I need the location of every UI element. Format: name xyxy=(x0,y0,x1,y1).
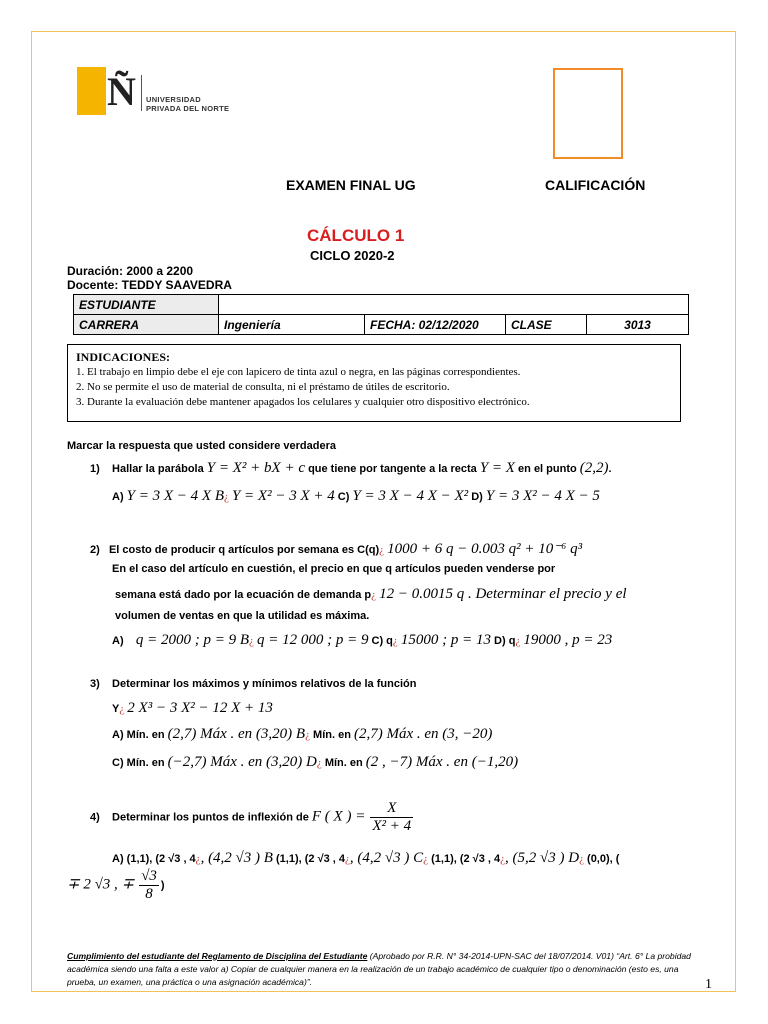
cost-function: 1000 + 6 q − 0.003 q² + 10⁻⁶ q³ xyxy=(387,541,583,557)
glyph-error-icon: ¿ xyxy=(500,853,506,865)
option-c[interactable]: Y = 3 X − 4 X − X² xyxy=(352,488,469,504)
logo-line-1: UNIVERSIDAD xyxy=(146,95,201,104)
duration: Duración: 2000 a 2200 xyxy=(67,264,194,278)
question-3-function xyxy=(112,700,273,717)
indications-title: INDICACIONES: xyxy=(76,350,171,364)
career-label: CARRERA xyxy=(74,315,219,335)
option-b-tail[interactable]: , (4,2 √3 ) C xyxy=(349,850,424,866)
footer-text: (Aprobado por R.R. N° 34-2014-UPN-SAC del 18/07/2014. V01) “Art. 6° La probidad académica siendo una falta a este valor a) Copiar de cualquier manera en la realización de un trabajo académico de cualquier tipo o denominación (esto es, una prueba, un examen, una práctica o una asignación académica)”. xyxy=(67,951,691,987)
question-1-options xyxy=(112,488,600,505)
indication-item: 1. El trabajo en limpio debe el eje con lapicero de tinta azul o negra, en las páginas correspondientes. xyxy=(76,366,521,378)
glyph-error-icon: ¿ xyxy=(224,491,229,503)
question-text: El costo de producir q artículos por semana es C(q) xyxy=(108,544,380,556)
question-1 xyxy=(90,460,612,477)
student-row xyxy=(74,295,689,315)
glyph-error-icon: ¿ xyxy=(392,635,398,647)
fraction-denominator: X² + 4 xyxy=(372,818,412,834)
option-b[interactable]: (2,7) Máx . en (3, −20) xyxy=(354,726,493,742)
demand-equation: 12 − 0.0015 q . Determinar el precio y el xyxy=(379,586,627,602)
option-d-values[interactable]: ∓ 2 √3 , ∓ xyxy=(67,876,135,893)
question-text: Determinar los máximos y mínimos relativos de la función xyxy=(112,678,417,690)
student-label: ESTUDIANTE xyxy=(74,295,219,315)
option-d[interactable]: 19000 , p = 23 xyxy=(523,632,613,648)
option-label[interactable]: D) q xyxy=(494,635,516,647)
option-label[interactable]: D) xyxy=(471,491,483,503)
question-4-option-d-continued xyxy=(67,868,165,903)
indications-box xyxy=(67,344,681,422)
function-lhs: F ( X ) = xyxy=(311,808,366,825)
option-label[interactable]: A) xyxy=(112,635,124,647)
glyph-error-icon: ¿ xyxy=(305,729,310,741)
glyph-error-icon: ¿ xyxy=(316,757,322,769)
question-text: semana está dado por la ecuación de demanda p xyxy=(115,589,372,601)
fraction-denominator: 8 xyxy=(145,886,153,902)
option-c[interactable]: (−2,7) Máx . en (3,20) D xyxy=(167,754,317,770)
function-fraction xyxy=(370,800,413,835)
cycle-label: CICLO 2020-2 xyxy=(310,248,395,263)
logo-line-2: PRIVADA DEL NORTE xyxy=(146,104,230,113)
glyph-error-icon: ¿ xyxy=(119,703,125,715)
course-title: CÁLCULO 1 xyxy=(307,226,405,245)
question-number: 4) xyxy=(90,811,100,824)
student-info-table xyxy=(73,294,689,335)
glyph-error-icon: ¿ xyxy=(579,853,584,865)
question-4 xyxy=(90,800,415,835)
option-label[interactable]: A) xyxy=(112,491,124,503)
footer-title: Cumplimiento del estudiante del Reglamento de Disciplina del Estudiante xyxy=(67,951,368,961)
question-text: en el punto xyxy=(518,463,577,475)
question-3 xyxy=(90,678,416,690)
question-number: 1) xyxy=(90,463,100,475)
career-value: Ingeniería xyxy=(219,315,365,335)
question-number: 2) xyxy=(90,544,100,556)
footer-regulation xyxy=(67,950,703,989)
question-2-options xyxy=(112,632,612,649)
option-a[interactable]: q = 2000 ; p = 9 B xyxy=(135,632,249,648)
question-2-line-2: En el caso del artículo en cuestión, el precio en que q artículos pueden venderse por xyxy=(112,563,556,575)
option-d[interactable]: Y = 3 X² − 4 X − 5 xyxy=(485,488,600,504)
parabola-equation: Y = X² + bX + c xyxy=(206,460,305,476)
glyph-error-icon: ¿ xyxy=(249,635,254,647)
date-label: FECHA: 02/12/2020 xyxy=(365,315,506,335)
option-label[interactable]: C) Mín. en xyxy=(112,757,165,769)
option-d[interactable]: (2 , −7) Máx . en (−1,20) xyxy=(365,754,519,770)
grade-box xyxy=(553,68,623,159)
page-frame xyxy=(31,31,736,992)
glyph-error-icon: ¿ xyxy=(379,544,385,556)
glyph-error-icon: ¿ xyxy=(345,853,350,865)
option-d[interactable]: (0,0), ( xyxy=(587,853,620,865)
option-c[interactable]: 15000 ; p = 13 xyxy=(400,632,491,648)
option-c-tail[interactable]: , (5,2 √3 ) D xyxy=(505,850,580,866)
function-label: Y xyxy=(112,703,120,715)
tangent-line: Y = X xyxy=(479,460,515,476)
option-label[interactable]: A) Mín. en xyxy=(112,729,165,741)
question-3-options-ab xyxy=(112,726,492,743)
logo-letter-icon: Ñ xyxy=(107,69,136,114)
option-a[interactable]: A) (1,1), (2 √3 , 4 xyxy=(112,853,196,865)
option-label[interactable]: C) xyxy=(337,491,350,503)
glyph-error-icon: ¿ xyxy=(515,635,521,647)
option-b[interactable]: (1,1), (2 √3 , 4 xyxy=(276,853,346,865)
logo-text xyxy=(146,95,229,113)
question-2 xyxy=(90,539,582,558)
instructions: Marcar la respuesta que usted considere verdadera xyxy=(67,440,337,452)
option-d-fraction xyxy=(139,868,159,903)
glyph-error-icon: ¿ xyxy=(371,589,377,601)
glyph-error-icon: ¿ xyxy=(195,853,201,865)
fraction-numerator: √3 xyxy=(141,868,157,884)
question-2-line-4: volumen de ventas en que la utilidad es máxima. xyxy=(115,610,370,622)
option-label[interactable]: Mín. en xyxy=(313,729,351,741)
option-c[interactable]: (1,1), (2 √3 , 4 xyxy=(431,853,501,865)
tangent-point: (2,2). xyxy=(579,460,613,476)
option-b[interactable]: Y = X² − 3 X + 4 xyxy=(231,488,335,504)
option-a[interactable]: (2,7) Máx . en (3,20) B xyxy=(167,726,306,742)
class-label: CLASE xyxy=(506,315,587,335)
question-3-options-cd xyxy=(112,754,518,771)
option-d-close: ) xyxy=(160,879,165,892)
question-number: 3) xyxy=(90,678,100,690)
fraction-numerator: X xyxy=(370,800,413,818)
question-text: Determinar los puntos de inflexión de xyxy=(112,811,309,824)
option-label[interactable]: C) q xyxy=(371,635,393,647)
exam-title: EXAMEN FINAL UG xyxy=(286,177,416,193)
question-4-options xyxy=(112,850,619,867)
option-a[interactable]: Y = 3 X − 4 X B xyxy=(126,488,224,504)
indication-item: 2. No se permite el uso de material de consulta, ni el préstamo de útiles de escritorio. xyxy=(76,381,450,393)
function-expression: 2 X³ − 3 X² − 12 X + 13 xyxy=(127,700,273,716)
grade-label: CALIFICACIÓN xyxy=(545,177,646,193)
logo-divider xyxy=(141,75,142,111)
student-value[interactable] xyxy=(219,295,689,315)
page-number: 1 xyxy=(705,977,712,992)
logo-yellow-bar xyxy=(77,67,106,115)
university-logo xyxy=(77,67,257,117)
option-b[interactable]: q = 12 000 ; p = 9 xyxy=(256,632,369,648)
option-a-tail[interactable]: , (4,2 √3 ) B xyxy=(200,850,273,866)
question-text: que tiene por tangente a la recta xyxy=(308,463,477,475)
career-row xyxy=(74,315,689,335)
option-label[interactable]: Mín. en xyxy=(324,757,363,769)
class-value: 3013 xyxy=(587,315,689,335)
teacher: Docente: TEDDY SAAVEDRA xyxy=(67,278,232,292)
indication-item: 3. Durante la evaluación debe mantener apagados los celulares y cualquier otro dispositivo electrónico. xyxy=(76,396,530,408)
glyph-error-icon: ¿ xyxy=(423,853,429,865)
question-2-line-3 xyxy=(115,586,627,603)
question-text: Hallar la parábola xyxy=(112,463,204,475)
